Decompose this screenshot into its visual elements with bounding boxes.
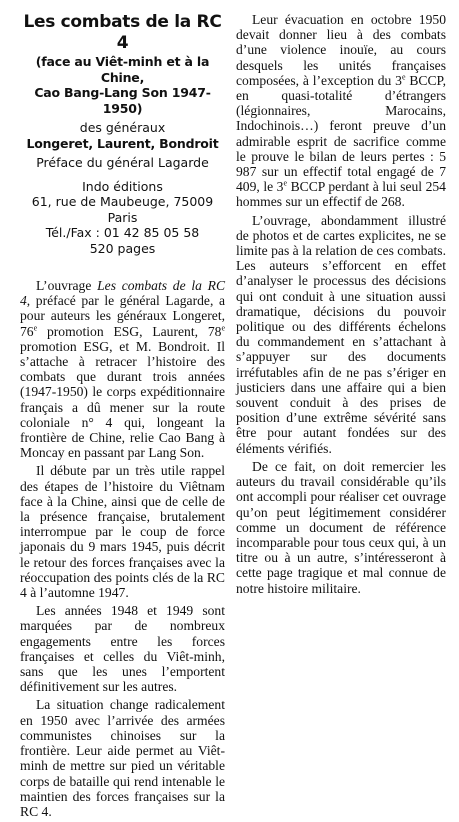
book-title-italic: Les combats de la RC 4: [20, 278, 226, 309]
page-count: 520 pages: [89, 240, 156, 256]
publisher-name: Indo éditions: [82, 178, 163, 194]
paragraph-text: BCCP, en quasi-totalité d’étrangers (légionnaires, Marocains, Indochinois…) feront preuve d’un admirable esprit de sacrifice comme le prouve le bilan de leurs pertes : 5 987 sur un effectif total engagé de 7 409, le 3: [236, 72, 446, 195]
review-paragraph-5: [236, 12, 446, 210]
paragraph-text: Leur évacuation en octobre 1950 devait donner lieu à des combats d’une violence inouïe, au cours desquels les unités françaises composées, à l’exception du 3: [236, 12, 446, 88]
book-subtitle-line-2: Cao Bang-Lang Son 1947-1950): [34, 85, 211, 116]
right-column: [236, 12, 446, 599]
superscript: e: [33, 323, 38, 333]
paragraph-text: , préfacé par le général Lagarde, a pour auteurs les généraux Longeret, 76: [20, 293, 225, 339]
book-header: [20, 12, 225, 256]
review-paragraph-1: [20, 278, 225, 460]
review-paragraph-2: Il débute par un très utile rappel des étapes de l’histoire du Viêtnam face à la Chine, ainsi que de celle de la présence française, brutalement interrompue par le coup de force japonais du 9 mars 1945, puis décrit le retour des forces françaises avec la réoccupation des points clés de la RC 4 à l’automne 1947.: [20, 463, 225, 601]
superscript: e: [283, 178, 288, 188]
superscript: e: [401, 72, 406, 82]
left-column: [20, 12, 225, 822]
book-authors: Longeret, Laurent, Bondroit: [26, 135, 219, 151]
paragraph-text: promotion ESG, et M. Bondroit. Il s’attache à retracer l’histoire des combats que durant trois années (1947-1950) le corps expéditionnaire français a dû mener sur la route coloniale n° 4 qui, longeant la frontière de Chine, relie Cao Bang à Moncay en passant par Lang Son.: [20, 338, 225, 461]
paragraph-text: promotion ESG, Laurent, 78: [37, 323, 222, 339]
authors-intro: des généraux: [79, 120, 166, 135]
book-title: Les combats de la RC 4: [23, 12, 222, 53]
review-body-right: [236, 12, 446, 596]
superscript: e: [221, 323, 225, 333]
publisher-address: 61, rue de Maubeuge, 75009 Paris: [31, 194, 214, 225]
review-body-left: [20, 278, 225, 819]
publisher-phone: Tél./Fax : 01 42 85 05 58: [45, 225, 200, 240]
review-paragraph-3: Les années 1948 et 1949 sont marquées par de nombreux engagements entre les forces françaises et celles du Viêt-minh, sans que les unes l’emportent définitivement sur les autres.: [20, 603, 225, 695]
book-subtitle-line-1: (face au Viêt-minh et à la Chine,: [35, 54, 210, 85]
book-preface: Préface du général Lagarde: [36, 155, 209, 170]
review-paragraph-7: De ce fait, on doit remercier les auteurs du travail considérable qu’ils ont accompli pour réaliser cet ouvrage qu’on peut légitimement considérer comme un document de référence incomparable pour tous ceux qui, à un titre ou à un autre, s’intéresseront à cette page tragique et mal connue de notre histoire militaire.: [236, 458, 446, 596]
review-paragraph-6: L’ouvrage, abondamment illustré de photos et de cartes explicites, ne se limite pas à la relation de ces combats. Les auteurs s’efforcent en effet d’analyser le processus des décisions qui ont conduit à une situation aussi dramatique, décisions du pouvoir politique ou des différents échelons du commandement en s’attachant à s’appuyer sur des documents irréfutables afin de ne pas s’ériger en justiciers dans une affaire qui a bien souvent conduit à des prises de position d’une extrême sévérité sans être pour autant fondées sur des éléments vérifiés.: [236, 212, 446, 456]
review-paragraph-4: La situation change radicalement en 1950 avec l’arrivée des armées communistes chinoises sur la frontière. Leur aide permet au Viêt-minh de mettre sur pied un véritable corps de bataille qui rend intenable le maintien des forces françaises sur la RC 4.: [20, 697, 225, 819]
paragraph-text: BCCP perdant à lui seul 254 hommes sur un effectif de 268.: [236, 179, 446, 210]
paragraph-text: L’ouvrage: [36, 278, 98, 293]
